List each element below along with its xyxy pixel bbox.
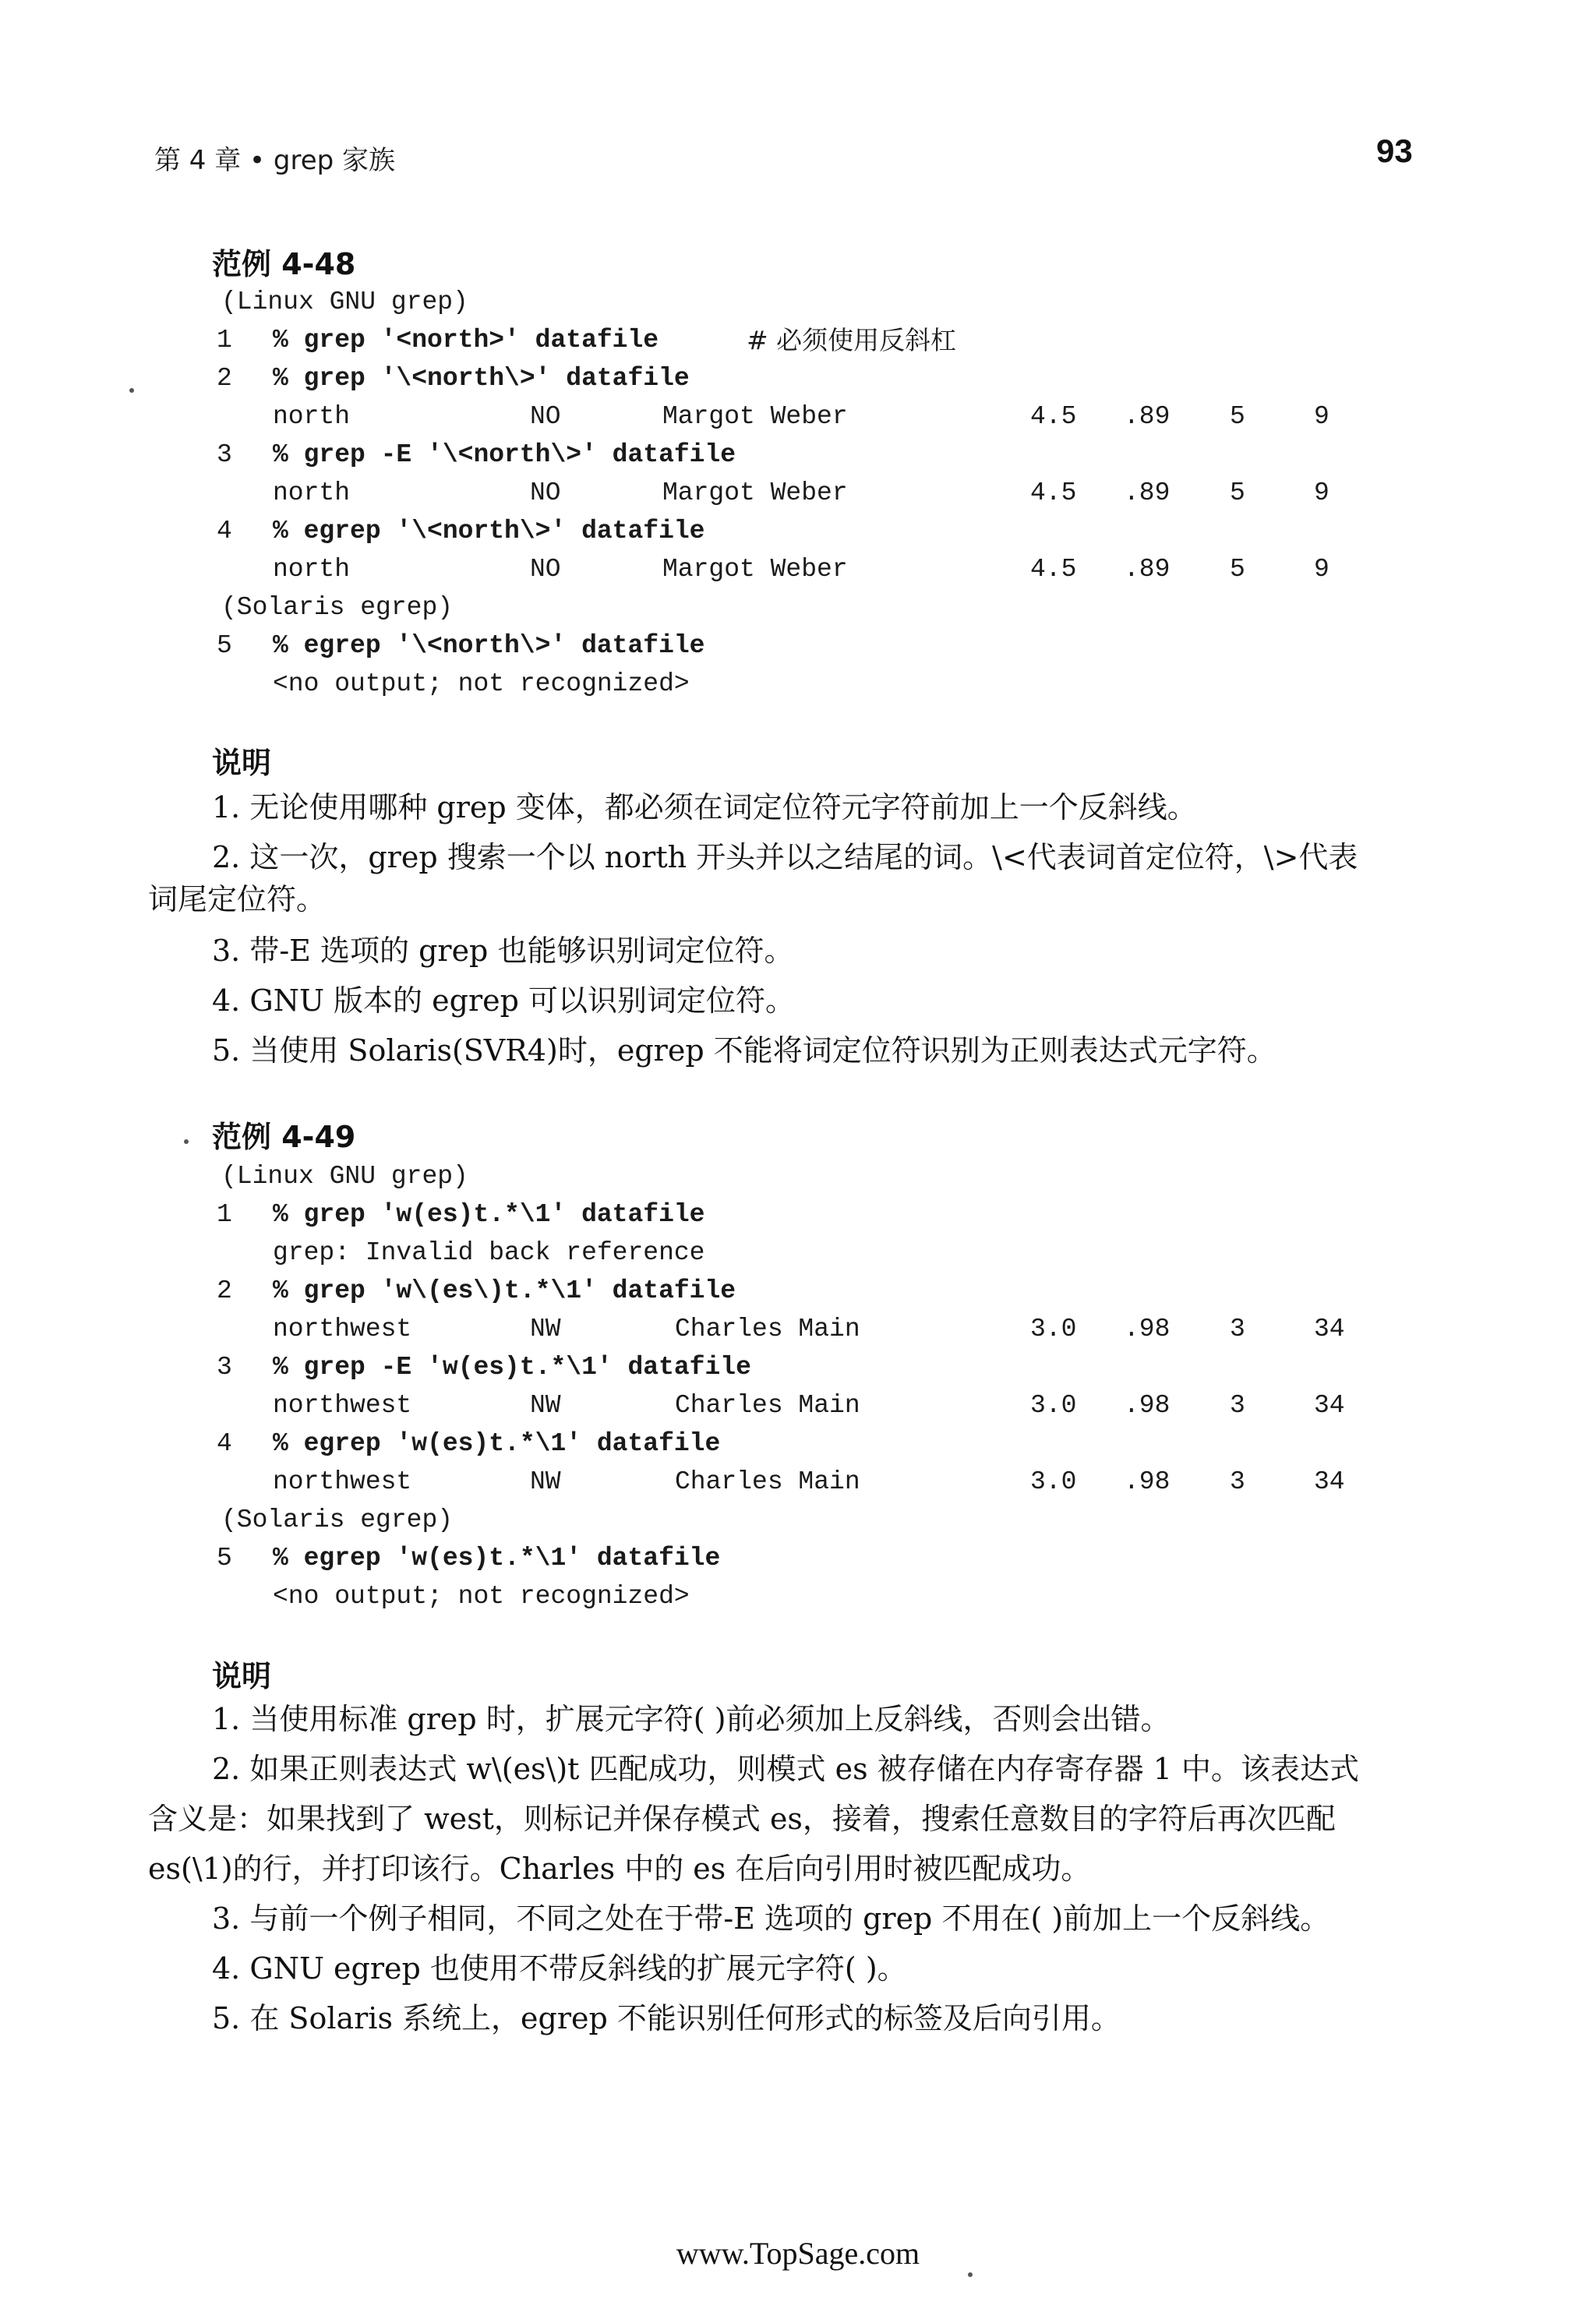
explanation-item: 4. GNU 版本的 egrep 可以识别词定位符。 [212,983,795,1018]
output-col-a: 3.0 [1030,1391,1077,1420]
line-number: 2 [217,364,232,393]
command-text: % grep -E 'w(es)t.*\1' datafile [273,1353,751,1382]
command-text: % egrep 'w(es)t.*\1' datafile [273,1429,721,1458]
explanation-title: 说明 [212,1659,272,1693]
line-number: 4 [217,1429,232,1458]
code-line [0,1502,1596,1539]
scan-speck [968,2272,973,2277]
platform-label: (Solaris egrep) [221,593,454,622]
explanation-item: 4. GNU egrep 也使用不带反斜线的扩展元字符( )。 [212,1951,907,1986]
output-name: northwest [273,1315,412,1343]
output-region: NO [530,555,561,584]
output-col-b: .89 [1124,555,1171,584]
output-col-d: 9 [1314,555,1329,584]
code-line [0,1540,1596,1577]
output-col-c: 5 [1230,402,1245,431]
output-region: NW [530,1391,561,1420]
no-output-text: <no output; not recognized> [273,669,690,698]
command-text: % grep '<north>' datafile [273,326,659,355]
chapter-header: 第 4 章 • grep 家族 [154,145,396,176]
command-text: % grep '\<north\>' datafile [273,364,690,393]
platform-label: (Linux GNU grep) [221,288,468,316]
output-row [0,1311,1596,1348]
explanation-item: 1. 当使用标准 grep 时，扩展元字符( )前必须加上反斜线，否则会出错。 [212,1702,1171,1736]
output-message [0,1578,1596,1615]
output-rep: Margot Weber [662,478,848,507]
command-comment: # 必须使用反斜杠 [747,325,957,355]
explanation-item: 2. 这一次，grep 搜索一个以 north 开头并以之结尾的词。\<代表词首定位符，\>代表 [212,840,1358,874]
code-line [0,1349,1596,1386]
code-line [0,589,1596,627]
example-4-48-title: 范例 4-48 [212,247,356,281]
explanation-item: 5. 在 Solaris 系统上，egrep 不能识别任何形式的标签及后向引用。 [212,2001,1121,2035]
output-row [0,551,1596,588]
error-message [0,1234,1596,1272]
explanation-item-continued: 含义是：如果找到了 west，则标记并保存模式 es，接着，搜索任意数目的字符后再次匹配 [148,1802,1336,1836]
output-row [0,1463,1596,1501]
output-region: NO [530,478,561,507]
platform-label: (Linux GNU grep) [221,1162,468,1191]
line-number: 3 [217,1353,232,1382]
page-number: 93 [1376,132,1413,169]
line-number: 4 [217,517,232,545]
output-rep: Charles Main [675,1315,860,1343]
output-col-a: 3.0 [1030,1467,1077,1496]
output-col-d: 34 [1314,1391,1345,1420]
error-text: grep: Invalid back reference [273,1238,705,1267]
no-output-text: <no output; not recognized> [273,1582,690,1611]
output-col-c: 5 [1230,478,1245,507]
explanation-title: 说明 [212,746,272,780]
output-col-b: .89 [1124,478,1171,507]
output-col-c: 5 [1230,555,1245,584]
output-col-b: .89 [1124,402,1171,431]
output-name: north [273,555,351,584]
line-number: 2 [217,1276,232,1305]
output-row [0,398,1596,436]
output-col-d: 34 [1314,1315,1345,1343]
platform-label: (Solaris egrep) [221,1506,454,1534]
output-region: NO [530,402,561,431]
code-line [0,360,1596,397]
code-line [0,284,1596,321]
command-text: % egrep '\<north\>' datafile [273,631,705,660]
output-rep: Charles Main [675,1391,860,1420]
output-col-d: 9 [1314,478,1329,507]
output-rep: Margot Weber [662,555,848,584]
output-col-a: 4.5 [1030,555,1077,584]
output-col-c: 3 [1230,1467,1245,1496]
explanation-item: 3. 与前一个例子相同，不同之处在于带-E 选项的 grep 不用在( )前加上一个反斜线。 [212,1901,1330,1936]
code-line [0,1425,1596,1463]
explanation-item-continued: es(\1)的行，并打印该行。Charles 中的 es 在后向引用时被匹配成功。 [148,1852,1091,1886]
output-rep: Charles Main [675,1467,860,1496]
output-col-a: 4.5 [1030,478,1077,507]
output-row [0,475,1596,512]
command-text: % grep 'w\(es\)t.*\1' datafile [273,1276,736,1305]
output-col-d: 34 [1314,1467,1345,1496]
code-line [0,627,1596,665]
footer-url: www.TopSage.com [676,2236,920,2271]
explanation-item: 2. 如果正则表达式 w\(es\)t 匹配成功，则模式 es 被存储在内存寄存器 1 中。该表达式 [212,1752,1360,1786]
scan-speck [184,1139,189,1144]
line-number: 5 [217,631,232,660]
output-col-d: 9 [1314,402,1329,431]
explanation-item-continued: 词尾定位符。 [148,882,327,916]
line-number: 3 [217,440,232,469]
example-4-49-title: 范例 4-49 [212,1120,356,1154]
code-line [0,436,1596,474]
code-line [0,1196,1596,1234]
scan-speck [129,388,134,393]
output-col-a: 3.0 [1030,1315,1077,1343]
explanation-item: 5. 当使用 Solaris(SVR4)时，egrep 不能将词定位符识别为正则表达式元字符。 [212,1033,1276,1068]
output-message [0,665,1596,703]
output-col-b: .98 [1124,1391,1171,1420]
line-number: 1 [217,326,232,355]
output-row [0,1387,1596,1425]
output-col-b: .98 [1124,1467,1171,1496]
output-col-a: 4.5 [1030,402,1077,431]
output-region: NW [530,1315,561,1343]
explanation-item: 1. 无论使用哪种 grep 变体，都必须在词定位符元字符前加上一个反斜线。 [212,790,1197,824]
output-col-c: 3 [1230,1315,1245,1343]
command-text: % grep 'w(es)t.*\1' datafile [273,1200,705,1229]
output-name: north [273,478,351,507]
output-name: northwest [273,1391,412,1420]
command-text: % egrep '\<north\>' datafile [273,517,705,545]
code-line [0,513,1596,550]
code-line [0,1273,1596,1310]
output-rep: Margot Weber [662,402,848,431]
code-line [0,322,1596,359]
output-name: north [273,402,351,431]
output-name: northwest [273,1467,412,1496]
output-col-b: .98 [1124,1315,1171,1343]
output-region: NW [530,1467,561,1496]
command-text: % grep -E '\<north\>' datafile [273,440,736,469]
line-number: 1 [217,1200,232,1229]
explanation-item: 3. 带-E 选项的 grep 也能够识别词定位符。 [212,934,794,968]
line-number: 5 [217,1544,232,1573]
command-text: % egrep 'w(es)t.*\1' datafile [273,1544,721,1573]
code-line [0,1158,1596,1195]
output-col-c: 3 [1230,1391,1245,1420]
